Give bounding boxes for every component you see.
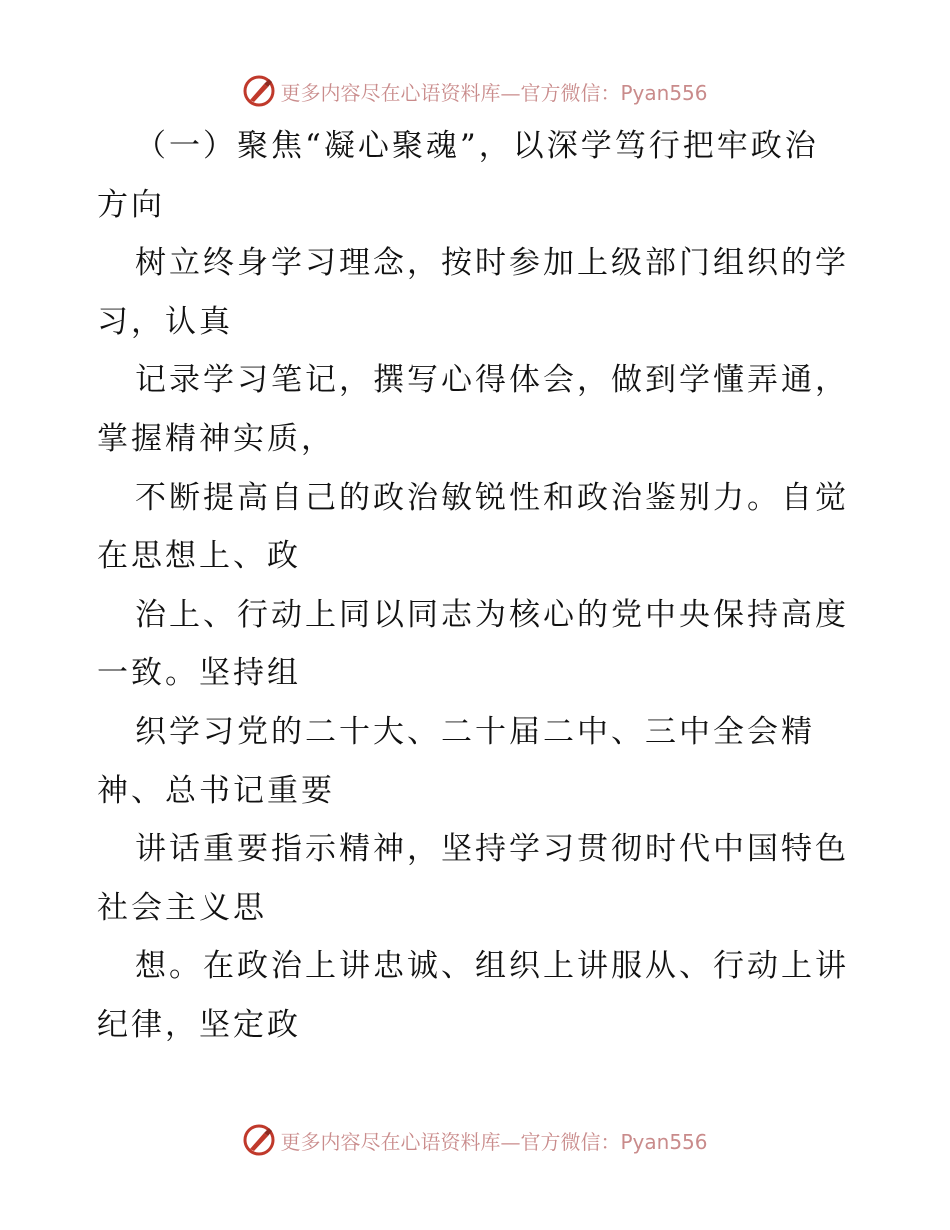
- pen-logo-icon: [242, 1123, 276, 1157]
- body-line: （一）聚焦“凝心聚魂”，以深学笃行把牢政治: [135, 128, 819, 164]
- footer-banner: [0, 1120, 950, 1160]
- body-line: 掌握精神实质，: [97, 420, 335, 457]
- body-line: 讲话重要指示精神，坚持学习贯彻时代中国特色: [135, 831, 849, 868]
- body-line: 社会主义思: [97, 889, 267, 926]
- body-line: 织学习党的二十大、二十届二中、三中全会精: [135, 713, 815, 750]
- header-banner-label: 更多内容尽在心语资料库—官方微信：: [280, 80, 621, 105]
- body-line: 在思想上、政: [97, 538, 301, 575]
- header-banner-text: [280, 77, 707, 106]
- body-line: 纪律，坚定政: [97, 1006, 301, 1043]
- header-wechat-id: Pyan556: [620, 80, 708, 105]
- body-line: 想。在政治上讲忠诚、组织上讲服从、行动上讲: [135, 948, 849, 985]
- document-body: [97, 117, 857, 1055]
- body-line: 方向: [97, 186, 165, 223]
- footer-banner-label: 更多内容尽在心语资料库—官方微信：: [280, 1129, 621, 1154]
- body-line: 一致。坚持组: [97, 655, 301, 692]
- body-line: 治上、行动上同以同志为核心的党中央保持高度: [135, 596, 849, 633]
- footer-banner-text: [280, 1126, 707, 1155]
- pen-logo-icon: [242, 74, 276, 108]
- footer-wechat-id: Pyan556: [620, 1129, 708, 1154]
- header-banner: [0, 71, 950, 111]
- body-line: 不断提高自己的政治敏锐性和政治鉴别力。自觉: [135, 479, 849, 516]
- body-line: 神、总书记重要: [97, 772, 335, 809]
- body-line: 树立终身学习理念，按时参加上级部门组织的学: [135, 245, 849, 282]
- body-line: 记录学习笔记，撰写心得体会，做到学懂弄通，: [135, 362, 849, 399]
- body-line: 习，认真: [97, 303, 233, 340]
